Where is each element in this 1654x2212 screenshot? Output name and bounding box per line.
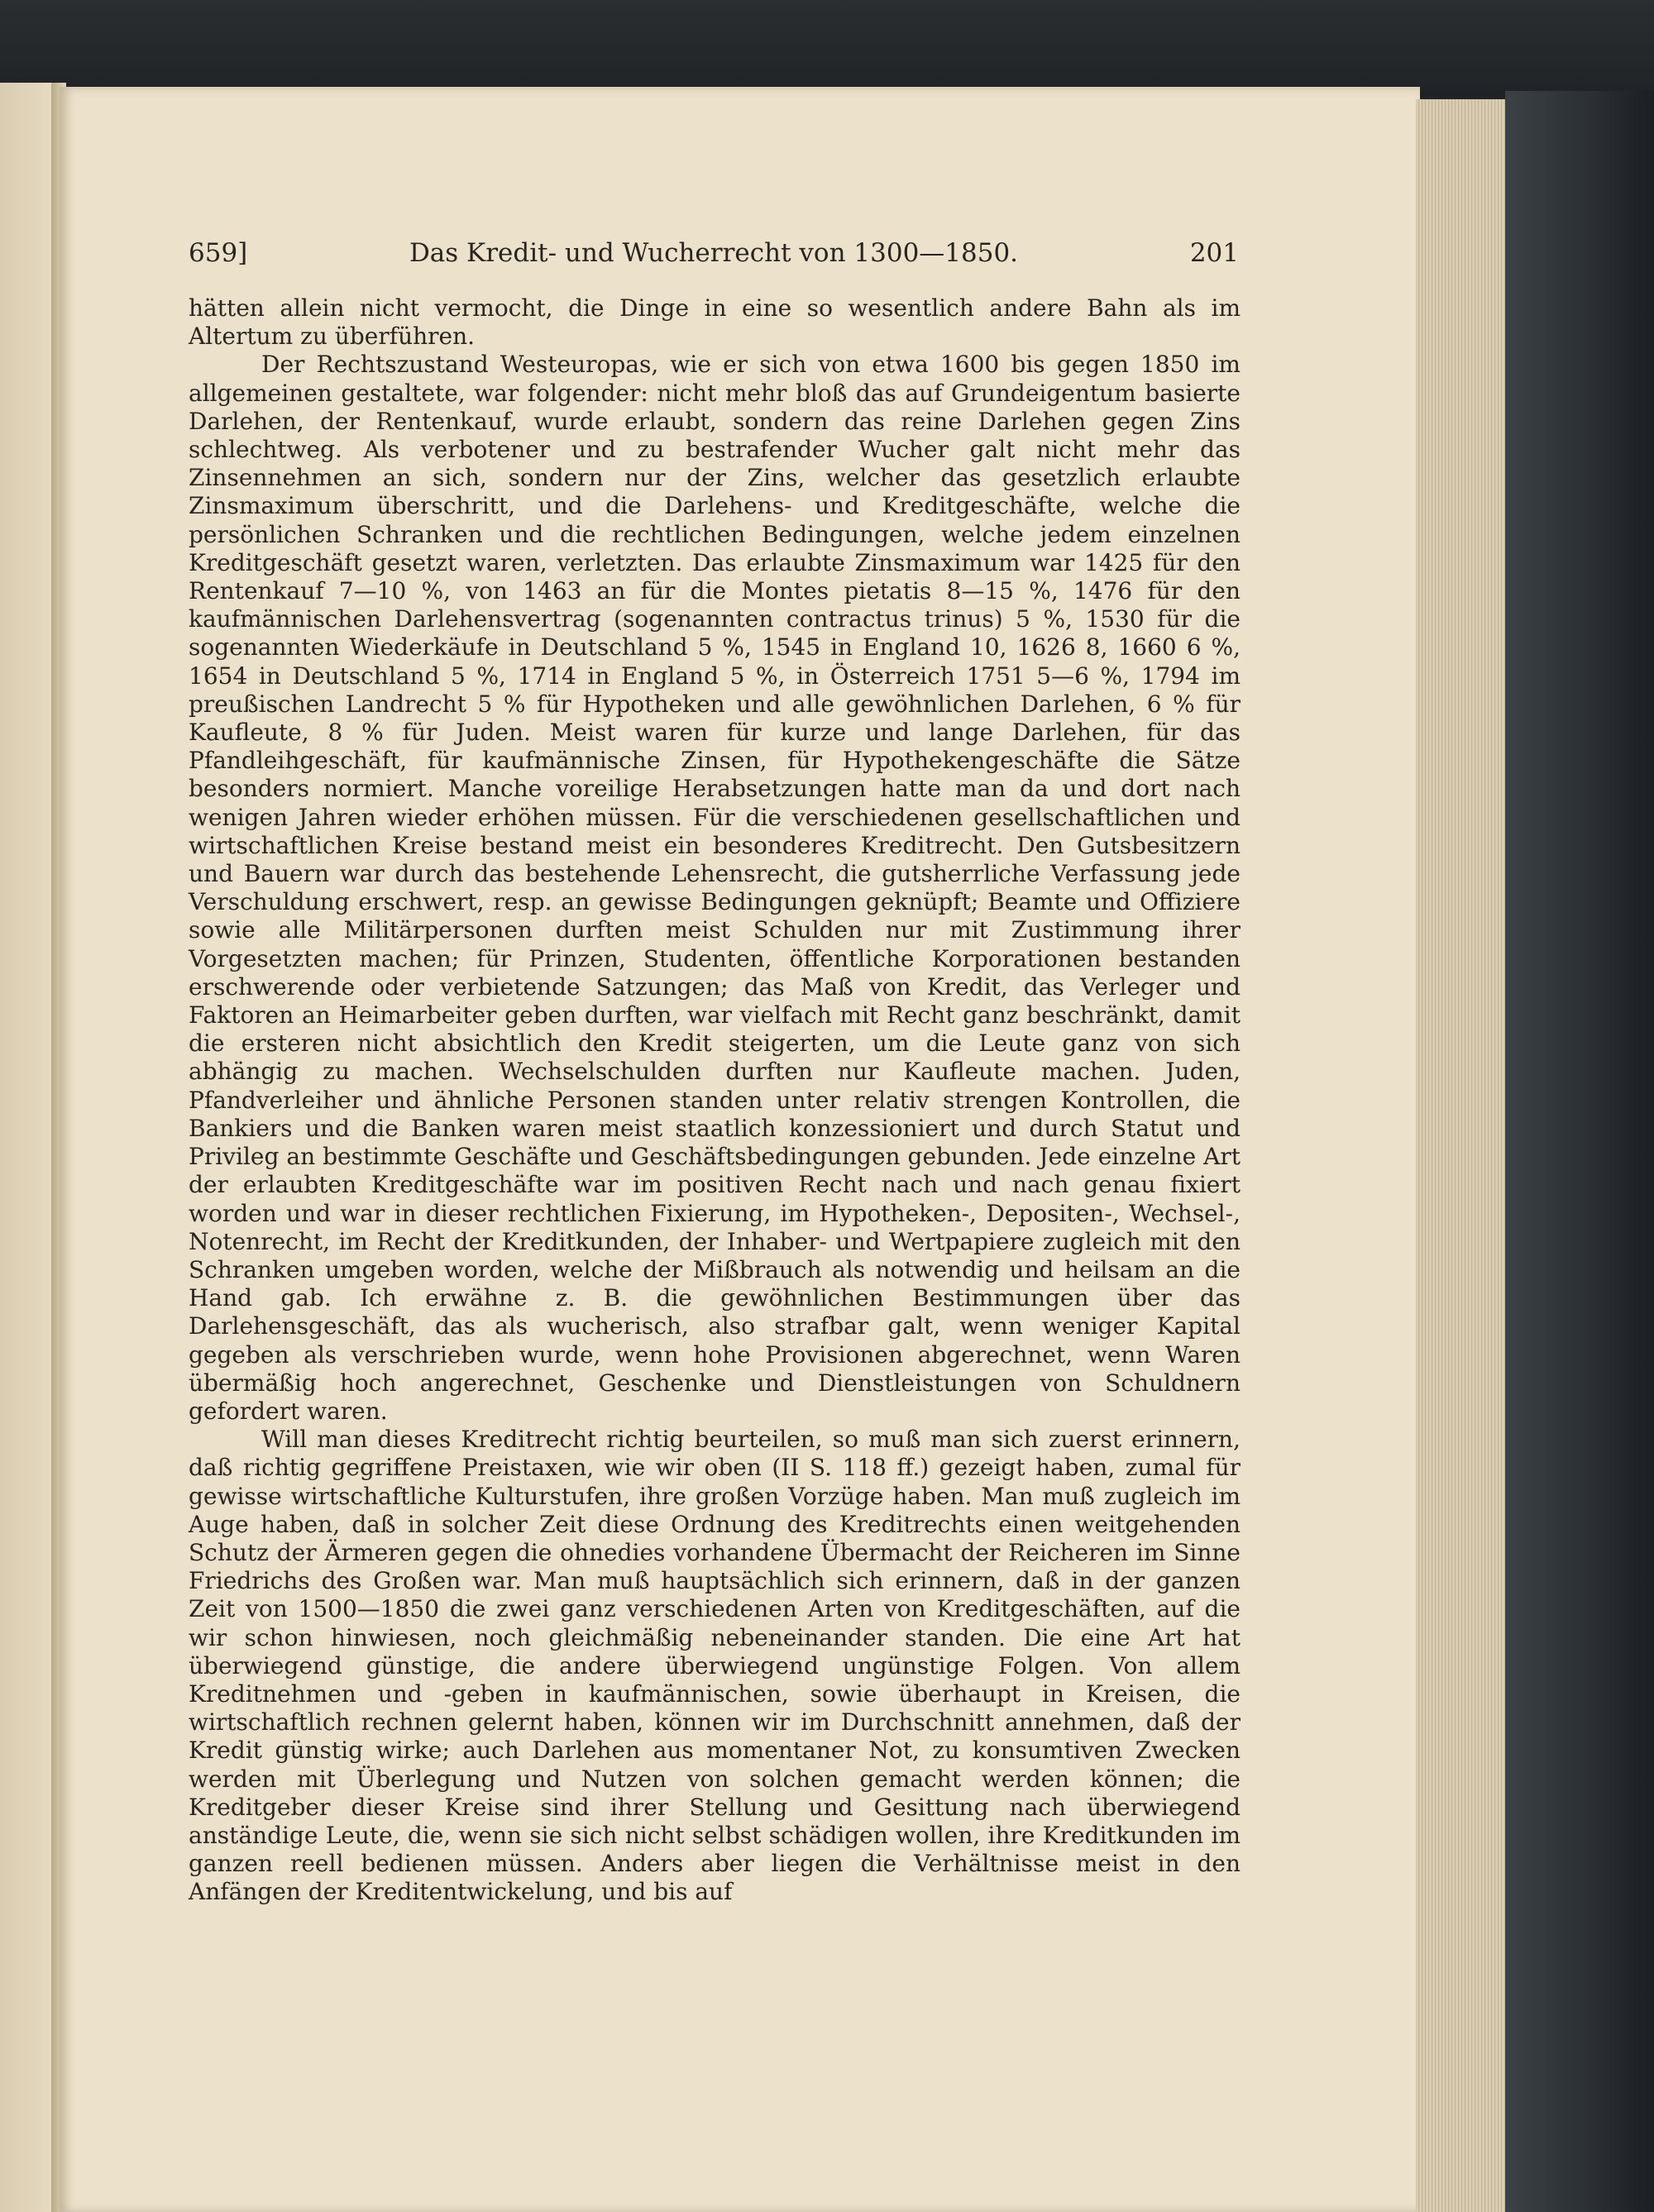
running-title: Das Kredit- und Wucherrecht von 1300—1850. bbox=[409, 238, 1019, 268]
page-number-right: 201 bbox=[1189, 238, 1239, 268]
page-header bbox=[189, 238, 1239, 279]
paragraph: Der Rechtszustand Westeuropas, wie er sich von etwa 1600 bis gegen 1850 im allgemeinen gestaltete, war folgender: nicht mehr bloß das auf Grundeigentum basierte Darlehen, der Rentenkauf, wurde erlaubt, sondern das reine Darlehen gegen Zins schlechtweg. Als verbotener und zu bestrafender Wucher galt nicht mehr das Zinsennehmen an sich, sondern nur der Zins, welcher das gesetzlich erlaubte Zinsmaximum überschritt, und die Darlehens- und Kreditgeschäfte, welche die persönlichen Schranken und die rechtlichen Bedingungen, welche jedem einzelnen Kreditgeschäft gesetzt waren, verletzten. Das erlaubte Zinsmaximum war 1425 für den Rentenkauf 7—10 %, von 1463 an für die Montes pietatis 8—15 %, 1476 für den kaufmännischen Darlehensvertrag (sogenannten contractus trinus) 5 %, 1530 für die sogenannten Wiederkäufe in Deutschland 5 %, 1545 in England 10, 1626 8, 1660 6 %, 1654 in Deutschland 5 %, 1714 in England 5 %, in Österreich 1751 5—6 %, 1794 im preußischen Landrecht 5 % für Hypotheken und alle gewöhnlichen Darlehen, 6 % für Kaufleute, 8 % für Juden. Meist waren für kurze und lange Darlehen, für das Pfandleihgeschäft, für kaufmännische Zinsen, für Hypothekengeschäfte die Sätze besonders normiert. Manche voreilige Herabsetzungen hatte man da und dort nach wenigen Jahren wieder erhöhen müssen. Für die verschiedenen gesellschaftlichen und wirtschaftlichen Kreise bestand meist ein besonderes Kreditrecht. Den Gutsbesitzern und Bauern war durch das bestehende Lehensrecht, die gutsherrliche Verfassung jede Verschuldung erschwert, resp. an gewisse Bedingungen geknüpft; Beamte und Offiziere sowie alle Militärpersonen durften meist Schulden nur mit Zustimmung ihrer Vorgesetzten machen; für Prinzen, Studenten, öffentliche Korporationen bestanden erschwerende oder verbietende Satzungen; das Maß von Kredit, das Verleger und Faktoren an Heimarbeiter geben durften, war vielfach mit Recht ganz beschränkt, damit die ersteren nicht absichtlich den Kredit steigerten, um die Leute ganz von sich abhängig zu machen. Wechselschulden durften nur Kaufleute machen. Juden, Pfandverleiher und ähnliche Personen standen unter relativ strengen Kontrollen, die Bankiers und die Banken waren meist staatlich konzessioniert und durch Statut und Privileg an bestimmte Geschäfte und Geschäftsbedingungen gebunden. Jede einzelne Art der erlaubten Kreditgeschäfte war im positiven Recht nach und nach genau fixiert worden und war in dieser rechtlichen Fixierung, im Hypotheken-, Depositen-, Wechsel-, Notenrecht, im Recht der Kreditkunden, der Inhaber- und Wertpapiere zugleich mit den Schranken umgeben worden, welche der Mißbrauch als notwendig und heilsam an die Hand gab. Ich erwähne z. B. die gewöhnlichen Bestimmungen über das Darlehensgeschäft, das als wucherisch, also strafbar galt, wenn weniger Kapital gegeben als verschrieben wurde, wenn hohe Provisionen abgerechnet, wenn Waren übermäßig hoch angerechnet, Geschenke und Dienstleistungen von Schuldnern gefordert waren. bbox=[189, 351, 1240, 1425]
book-cover bbox=[1505, 91, 1654, 2212]
page-edges bbox=[1416, 99, 1507, 2212]
body-text bbox=[189, 294, 1240, 1907]
page-number-left: 659] bbox=[189, 238, 248, 268]
background-top bbox=[0, 0, 1654, 91]
paragraph: Will man dieses Kreditrecht richtig beurteilen, so muß man sich zuerst erinnern, daß richtig gegriffene Preistaxen, wie wir oben (II S. 118 ff.) gezeigt haben, zumal für gewisse wirtschaftliche Kulturstufen, ihre großen Vorzüge haben. Man muß zugleich im Auge haben, daß in solcher Zeit diese Ordnung des Kreditrechts einen weitgehenden Schutz der Ärmeren gegen die ohnedies vorhandene Übermacht der Reicheren im Sinne Friedrichs des Großen war. Man muß hauptsächlich sich erinnern, daß in der ganzen Zeit von 1500—1850 die zwei ganz verschiedenen Arten von Kreditgeschäften, auf die wir schon hinwiesen, noch gleichmäßig nebeneinander standen. Die eine Art hat überwiegend günstige, die andere überwiegend ungünstige Folgen. Von allem Kreditnehmen und -geben in kaufmännischen, sowie überhaupt in Kreisen, die wirtschaftlich rechnen gelernt haben, können wir im Durchschnitt annehmen, daß der Kredit günstig wirke; auch Darlehen aus momentaner Not, zu konsumtiven Zwecken werden mit Überlegung und Nutzen von solchen gemacht werden können; die Kreditgeber dieser Kreise sind ihrer Stellung und Gesittung nach überwiegend anständige Leute, die, wenn sie sich nicht selbst schädigen wollen, ihre Kreditkunden im ganzen reell bedienen müssen. Anders aber liegen die Verhältnisse meist in den Anfängen der Kreditentwickelung, und bis auf bbox=[189, 1426, 1240, 1906]
paragraph: hätten allein nicht vermocht, die Dinge in eine so wesentlich andere Bahn als im Altertum zu überführen. bbox=[189, 294, 1240, 351]
